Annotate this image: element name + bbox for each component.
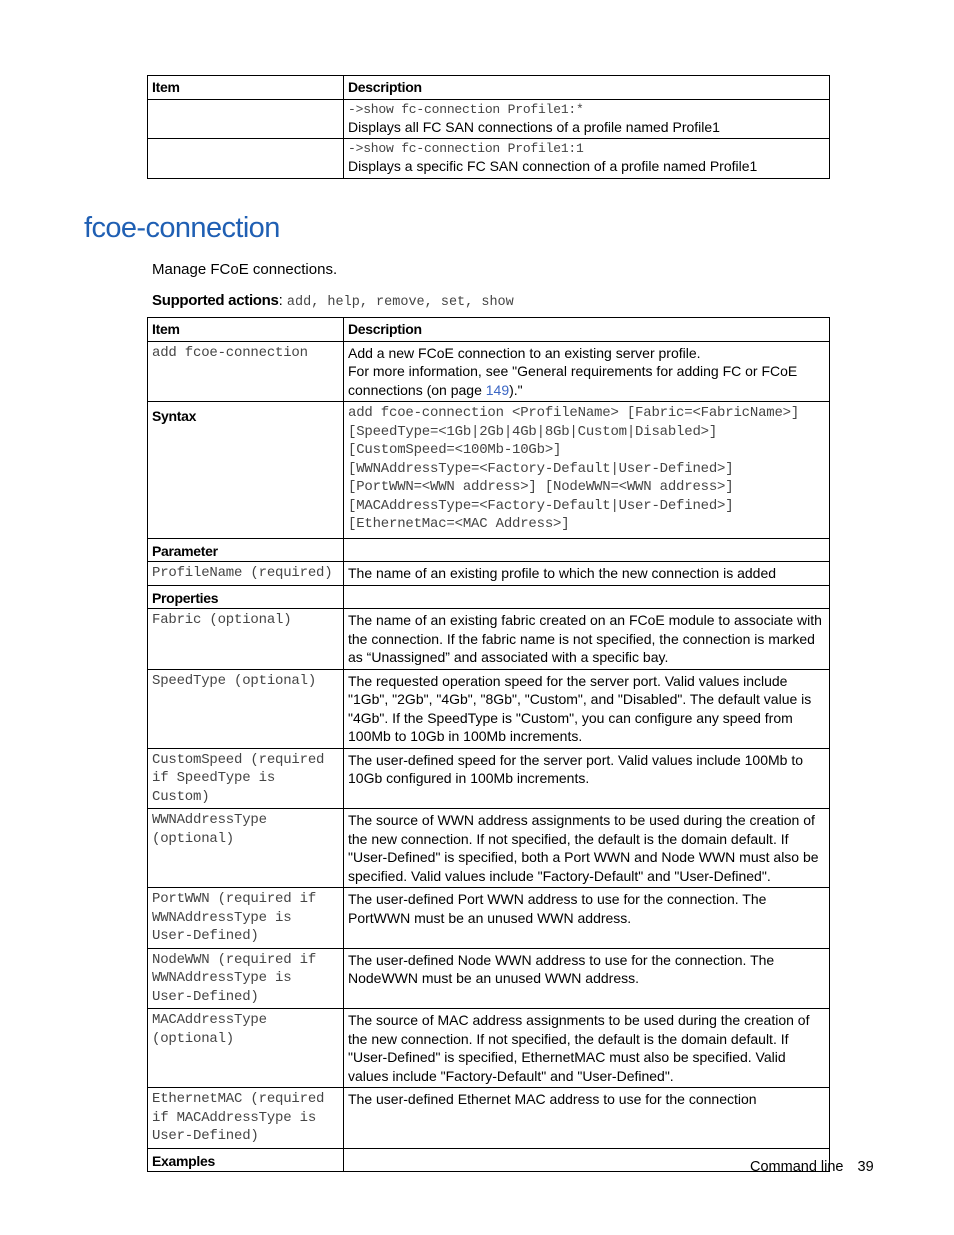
property-description: The user-defined Node WWN address to use for the connection. The NodeWWN must be an unused WWN address. [344, 948, 830, 1009]
command-summary: Add a new FCoE connection to an existing server profile. [348, 344, 701, 361]
property-name: PortWWN (required if WWNAddressType is User-Defined) [148, 888, 344, 949]
parameter-description: The name of an existing profile to which the new connection is added [344, 562, 830, 586]
property-row [148, 1009, 830, 1088]
section-title: fcoe-connection [84, 212, 280, 244]
examples-label: Examples [148, 1148, 344, 1172]
property-row [148, 609, 830, 670]
description-cell [344, 99, 830, 139]
syntax-line: [PortWWN=<WWN address>] [NodeWWN=<WWN address>] [348, 479, 734, 495]
table-header-row [148, 76, 830, 100]
more-info-suffix: )." [509, 381, 523, 398]
fcoe-connection-table [147, 317, 830, 1172]
property-description: The name of an existing fabric created on an FCoE module to associate with the connection. If the fabric name is not specified, the connection is marked as “Unassigned” and associated with a specific bay. [344, 609, 830, 670]
syntax-label: Syntax [148, 402, 344, 539]
item-column-header: Item [148, 76, 344, 100]
syntax-line: add fcoe-connection <ProfileName> [Fabric=<FabricName>] [348, 405, 800, 421]
property-name: MACAddressType (optional) [148, 1009, 344, 1088]
property-row [148, 748, 830, 809]
command-example: ->show fc-connection Profile1:1 [348, 141, 584, 156]
command-description: Displays a specific FC SAN connection of a profile named Profile1 [348, 158, 758, 174]
syntax-line: [EthernetMac=<MAC Address>] [348, 516, 570, 532]
item-cell [148, 139, 344, 179]
description-cell [344, 139, 830, 179]
item-cell [148, 99, 344, 139]
section-intro: Manage FCoE connections. [152, 261, 338, 278]
property-description: The user-defined Port WWN address to use for the connection. The PortWWN must be an unused WWN address. [344, 888, 830, 949]
description-column-header: Description [344, 318, 830, 342]
parameter-row [148, 562, 830, 586]
property-description: The user-defined speed for the server port. Valid values include 100Mb to 10Gb configured in 100Mb increments. [344, 748, 830, 809]
command-name: add fcoe-connection [148, 341, 344, 402]
supported-actions-list: add, help, remove, set, show [286, 295, 514, 310]
property-name: SpeedType (optional) [148, 669, 344, 748]
property-row [148, 948, 830, 1009]
syntax-block [344, 402, 830, 539]
show-examples-table [147, 75, 830, 179]
parameter-section-row [148, 538, 830, 562]
property-row [148, 809, 830, 888]
more-info-prefix: For more information, see "General requirements for adding FC or FCoE connections (on page [348, 363, 798, 398]
property-row [148, 1088, 830, 1149]
add-command-row [148, 341, 830, 402]
properties-section-row [148, 585, 830, 609]
supported-actions: Supported actions: add, help, remove, set, show [152, 292, 514, 310]
page-footer [750, 1159, 874, 1175]
property-description: The source of WWN address assignments to be used during the creation of the new connection. If not specified, the default is the domain default. If "User-Defined" is specified, both a Port WWN and Node WWN must also be specified. Valid values include "Factory-Default" and "User-Defined". [344, 809, 830, 888]
property-row [148, 669, 830, 748]
footer-section-label: Command line [750, 1159, 844, 1175]
syntax-line: [MACAddressType=<Factory-Default|User-Defined>] [348, 497, 734, 514]
property-name: EthernetMAC (required if MACAddressType is User-Defined) [148, 1088, 344, 1149]
item-column-header: Item [148, 318, 344, 342]
property-row [148, 888, 830, 949]
properties-label: Properties [148, 585, 344, 609]
description-cell [344, 341, 830, 402]
empty-cell [344, 585, 830, 609]
property-description: The user-defined Ethernet MAC address to use for the connection [344, 1088, 830, 1149]
property-name: Fabric (optional) [148, 609, 344, 670]
description-column-header: Description [344, 76, 830, 100]
property-description: The requested operation speed for the server port. Valid values include "1Gb", "2Gb", "4Gb", "8Gb", "Custom", and "Disabled". The default value is "4Gb". If the SpeedType is "Custom", you can configure any speed from 100Mb to 10Gb in 100Mb increments. [344, 669, 830, 748]
syntax-line: [WWNAddressType=<Factory-Default|User-Defined>] [348, 460, 734, 477]
property-description: The source of MAC address assignments to be used during the creation of the new connection. If not specified, the default is the domain default. If "User-Defined" is specified, EthernetMAC must also be specified. Valid values include "Factory-Default" and "User-Defined". [344, 1009, 830, 1088]
parameter-name: ProfileName (required) [148, 562, 344, 586]
property-name: NodeWWN (required if WWNAddressType is User-Defined) [148, 948, 344, 1009]
command-example: ->show fc-connection Profile1:* [348, 101, 584, 117]
table-row [148, 139, 830, 179]
property-name: CustomSpeed (required if SpeedType is Custom) [148, 748, 344, 809]
examples-section-row [148, 1148, 830, 1172]
table-header-row [148, 318, 830, 342]
property-name: WWNAddressType (optional) [148, 809, 344, 888]
table-row [148, 99, 830, 139]
syntax-line: [SpeedType=<1Gb|2Gb|4Gb|8Gb|Custom|Disabled>] [348, 423, 718, 440]
syntax-line: [CustomSpeed=<100Mb-10Gb>] [348, 442, 562, 458]
supported-actions-label: Supported actions [152, 292, 279, 309]
empty-cell [344, 538, 830, 562]
page-link[interactable]: 149 [485, 381, 510, 398]
parameter-label: Parameter [148, 538, 344, 562]
more-info-text [348, 362, 825, 399]
syntax-row [148, 402, 830, 539]
page-number: 39 [857, 1159, 874, 1175]
command-description: Displays all FC SAN connections of a profile named Profile1 [348, 118, 720, 135]
